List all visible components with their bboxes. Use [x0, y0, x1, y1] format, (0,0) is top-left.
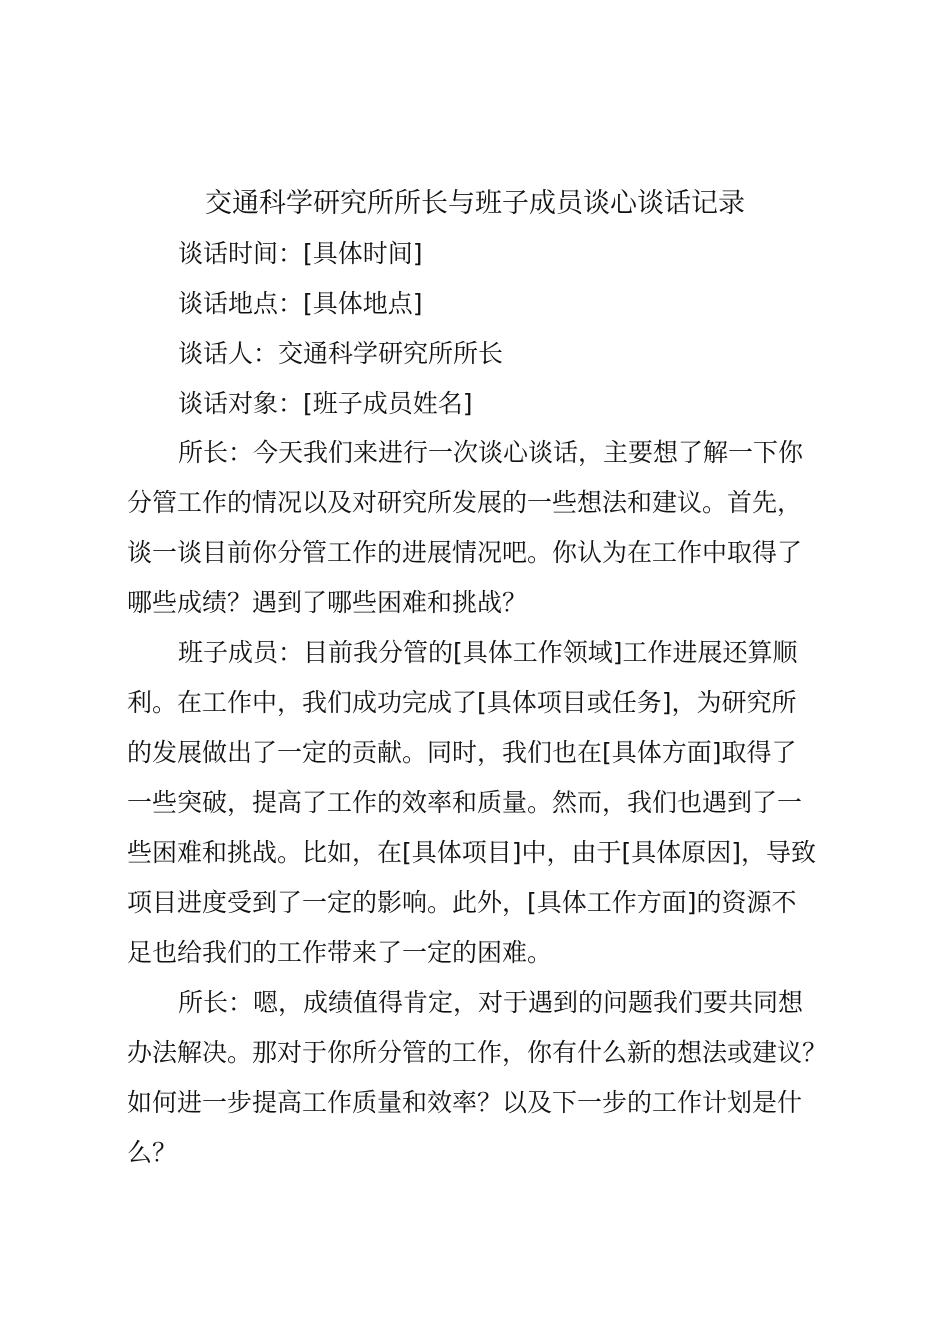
paragraph-line: 分管工作的情况以及对研究所发展的一些想法和建议。首先， [127, 488, 803, 517]
paragraph-line: 足也给我们的工作带来了一定的困难。 [127, 938, 553, 967]
paragraph-line: 么？ [127, 1138, 178, 1167]
paragraph-line: 一些突破，提高了工作的效率和质量。然而，我们也遇到了一 [127, 788, 803, 817]
paragraph-line: 所长：今天我们来进行一次谈心谈话，主要想了解一下你 [178, 438, 804, 467]
paragraph-member-response [127, 628, 847, 978]
meta-talker: 谈话人：交通科学研究所所长 [178, 339, 504, 368]
paragraph-line: 如何进一步提高工作质量和效率？以及下一步的工作计划是什 [127, 1088, 803, 1117]
paragraph-line: 办法解决。那对于你所分管的工作，你有什么新的想法或建议？ [127, 1038, 828, 1067]
paragraph-director-followup [127, 978, 847, 1178]
meta-talk-time: 谈话时间：[具体时间] [178, 239, 423, 268]
paragraph-line: 的发展做出了一定的贡献。同时，我们也在[具体方面]取得了 [127, 738, 797, 767]
paragraph-line: 班子成员：目前我分管的[具体工作领域]工作进展还算顺 [178, 638, 798, 667]
meta-talk-location: 谈话地点：[具体地点] [178, 289, 423, 318]
document-title: 交通科学研究所所长与班子成员谈心谈话记录 [205, 188, 745, 219]
paragraph-line: 项目进度受到了一定的影响。此外，[具体工作方面]的资源不 [127, 888, 797, 917]
paragraph-line: 哪些成绩？遇到了哪些困难和挑战？ [127, 588, 528, 617]
paragraph-line: 些困难和挑战。比如，在[具体项目]中，由于[具体原因]，导致 [127, 838, 817, 867]
paragraph-line: 谈一谈目前你分管工作的进展情况吧。你认为在工作中取得了 [127, 538, 803, 567]
paragraph-director-opening [127, 428, 847, 628]
paragraph-line: 所长：嗯，成绩值得肯定，对于遇到的问题我们要共同想 [178, 988, 804, 1017]
paragraph-line: 利。在工作中，我们成功完成了[具体项目或任务]，为研究所 [127, 688, 797, 717]
meta-talk-subject: 谈话对象：[班子成员姓名] [178, 389, 473, 418]
